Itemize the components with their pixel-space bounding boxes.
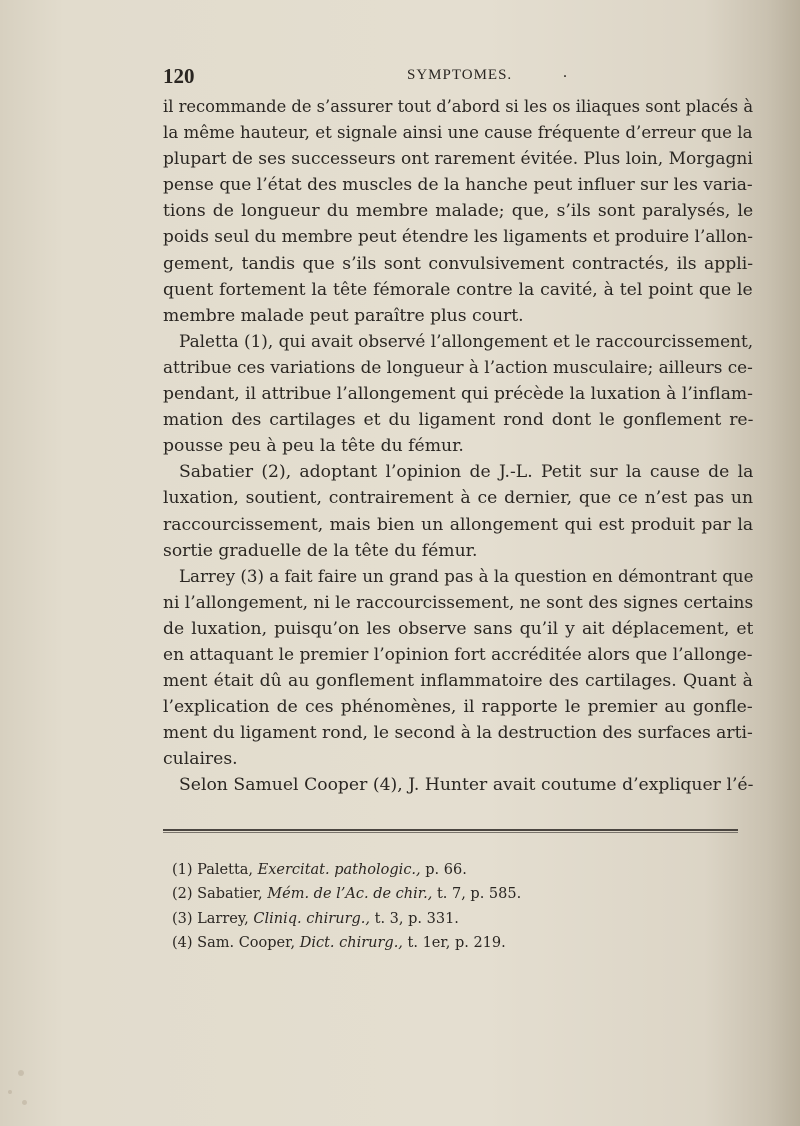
footnotes [172,858,732,955]
text-line: Selon Samuel Cooper (4), J. Hunter avait coutume d’expliquer l’é- [179,775,753,796]
footnote-post: p. 66. [425,862,467,878]
text-line: quent fortement la tête fémorale contre la cavité, à tel point que le [163,279,753,300]
text-line: luxation, soutient, contrairement à ce dernier, que ce n’est pas un [163,488,753,509]
footnote-num: (2) [172,886,193,903]
running-title: SYMPTOMES. [407,67,513,83]
text-line: Sabatier (2), adoptant l’opinion de J.-L. Petit sur la cause de la [179,462,753,483]
page-number: 120 [163,64,195,88]
footnote-post: t. 7, p. 585. [436,886,522,903]
text-line: ment était dû au gonflement inflammatoire des cartilages. Quant à [163,671,753,692]
paper-stain [8,1090,12,1094]
footnote-ital: Cliniq. chirurg., [253,910,371,927]
text-line: il recommande de s’assurer tout d’abord si les os iliaques sont placés à [163,97,753,117]
footnote [172,858,732,882]
text-line: pendant, il attribue l’allongement qui précède la luxation à l’inflam- [163,384,753,405]
footnote-post: t. 3, p. 331. [374,910,459,927]
footnote-ital: Dict. chirurg., [299,934,403,951]
footnote-post: t. 1er, p. 219. [407,934,506,951]
footnote-ital: Mém. de l’Ac. de chir., [267,886,433,903]
text-line: attribue ces variations de longueur à l’action musculaire; ailleurs ce- [163,357,753,378]
text-line: pense que l’état des muscles de la hanche peut influer sur les varia- [163,175,753,196]
text-line: membre malade peut paraître plus court. [163,305,524,326]
text-line: Larrey (3) a fait faire un grand pas à la question en démontrant que [179,566,753,587]
text-line: en attaquant le premier l’opinion fort accréditée alors que l’allonge- [163,644,753,665]
footnote-num: (3) [172,910,193,927]
footnote-rule [163,829,738,831]
text-line: raccourcissement, mais bien un allongement qui est produit par la [163,514,753,535]
footnote-pre: Paletta, [197,862,254,878]
text-line: sortie graduelle de la tête du fémur. [163,540,478,561]
text-line: l’explication de ces phénomènes, il rapporte le premier au gonfle- [163,697,753,718]
header-mark: . [563,64,567,81]
footnote [172,931,732,955]
text-line: de luxation, puisqu’on les observe sans qu’il y ait déplacement, et [163,618,753,639]
text-line: culaires. [163,749,238,770]
text-line: ment du ligament rond, le second à la destruction des surfaces arti- [163,723,753,744]
text-line: gement, tandis que s’ils sont convulsivement contractés, ils appli- [163,253,753,274]
paper-stain [18,1070,24,1076]
footnote [172,882,732,906]
footnote-ital: Exercitat. pathologic., [257,862,421,878]
footnote-num: (1) [172,862,193,878]
text-line: la même hauteur, et signale ainsi une cause fréquente d’erreur que la [163,123,753,144]
paper-stain [22,1100,27,1105]
footnote [172,907,732,931]
text-line: pousse peu à peu la tête du fémur. [163,436,464,457]
footnote-pre: Sam. Cooper, [197,934,296,951]
text-line: mation des cartilages et du ligament rond dont le gonflement re- [163,410,753,431]
text-line: Paletta (1), qui avait observé l’allongement et le raccourcissement, [179,331,753,352]
text-line: plupart de ses successeurs ont rarement évitée. Plus loin, Morgagni [163,149,753,170]
text-line: ni l’allongement, ni le raccourcissement, ne sont des signes certains [163,592,753,613]
footnote-pre: Sabatier, [197,886,263,903]
text-line: poids seul du membre peut étendre les ligaments et produire l’allon- [163,227,753,248]
footnote-rule-thin [163,832,738,833]
footnote-num: (4) [172,934,193,951]
body-text [163,94,753,799]
page-header [163,64,748,90]
footnote-pre: Larrey, [197,910,249,927]
text-line: tions de longueur du membre malade; que, s’ils sont paralysés, le [163,201,753,222]
